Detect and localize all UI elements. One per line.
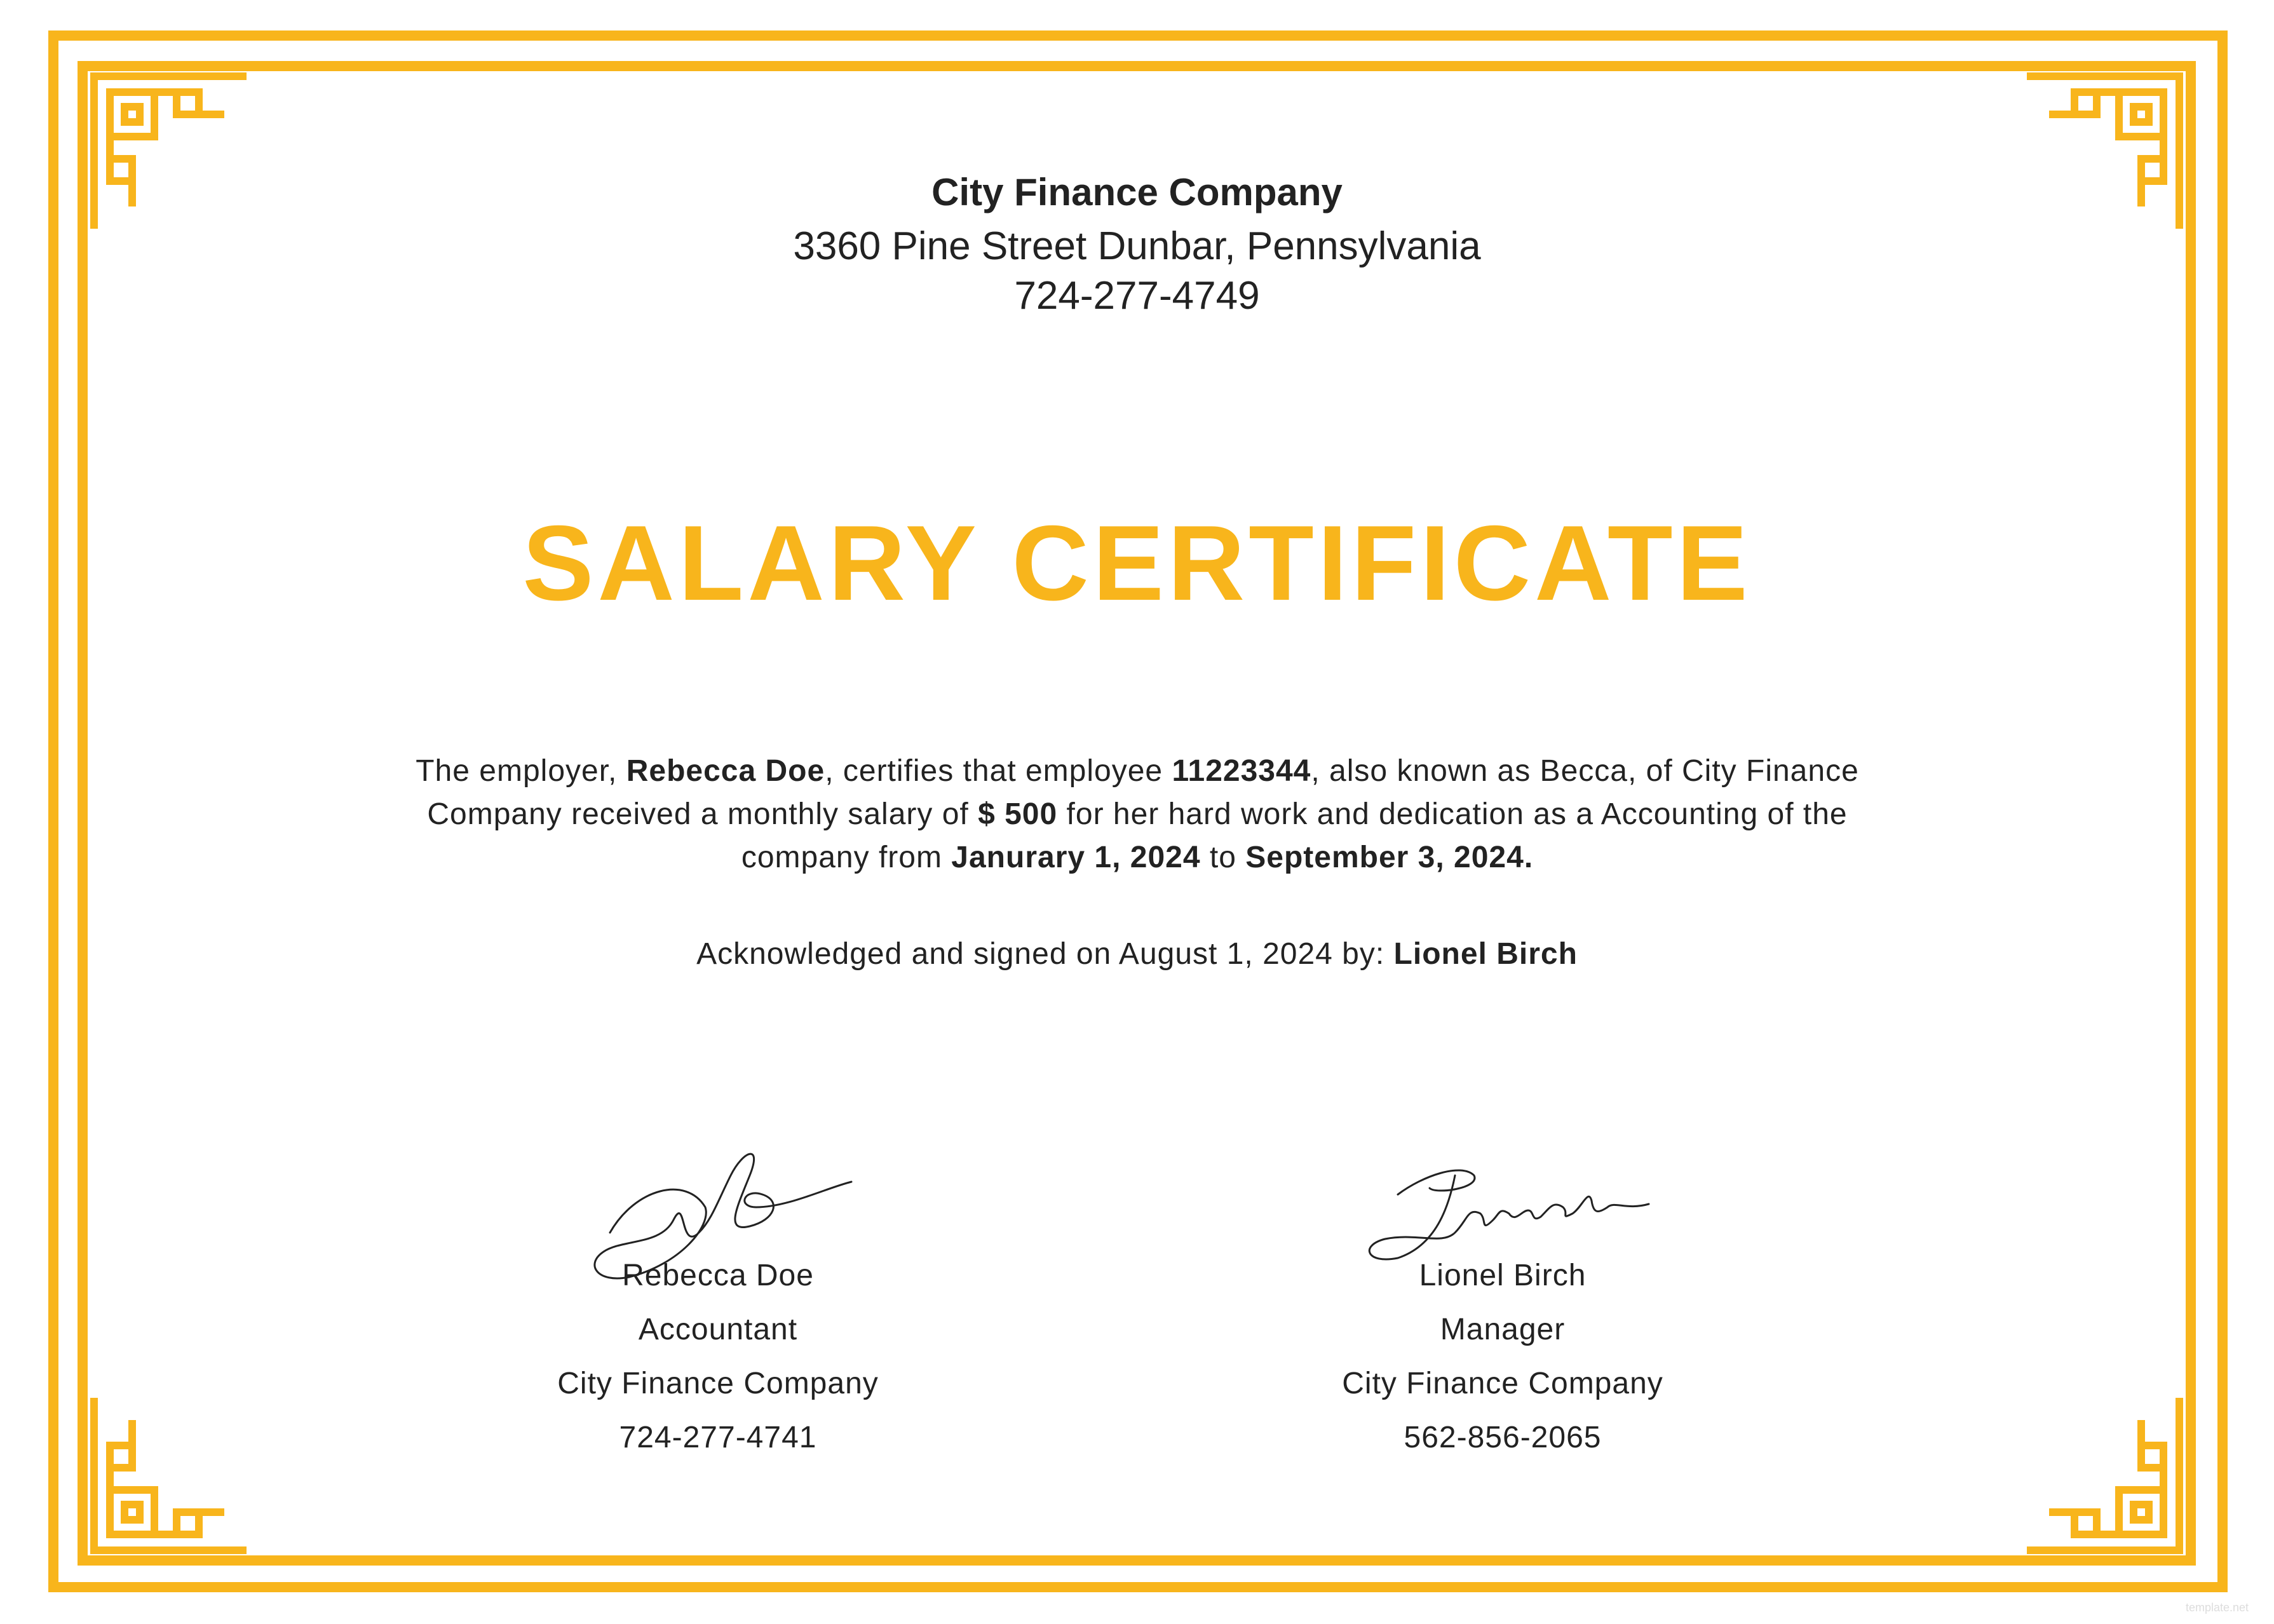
body-text-2: , certifies that employee xyxy=(825,754,1172,788)
signatory-company: City Finance Company xyxy=(557,1367,879,1400)
signatory-name: Lionel Birch xyxy=(1419,1259,1587,1292)
signatory-role: Manager xyxy=(1440,1313,1566,1346)
signatory-phone: 562-856-2065 xyxy=(1404,1421,1602,1454)
body-text-3: , also known as Becca, of City Finance Company received a monthly salary of xyxy=(427,754,1859,831)
signatory-role: Accountant xyxy=(638,1313,798,1346)
signatory-left xyxy=(464,1248,972,1465)
employee-id: 11223344 xyxy=(1172,754,1311,788)
signatory-name: Rebecca Doe xyxy=(622,1259,814,1292)
end-date: September 3, 2024. xyxy=(1245,841,1534,874)
company-name: City Finance Company xyxy=(931,171,1343,213)
employer-name: Rebecca Doe xyxy=(626,754,825,788)
acknowledgement xyxy=(0,937,2274,971)
signatory-right xyxy=(1249,1248,1757,1465)
body-text-1: The employer, xyxy=(416,754,626,788)
acknowledgement-text: Acknowledged and signed on August 1, 2024 by: xyxy=(696,937,1394,971)
company-phone: 724-277-4749 xyxy=(1014,274,1260,318)
certificate-title: SALARY CERTIFICATE xyxy=(522,503,1752,623)
watermark: template.net xyxy=(2186,1601,2249,1614)
salary-amount: $ 500 xyxy=(978,797,1058,831)
signatory-company: City Finance Company xyxy=(1342,1367,1663,1400)
corner-ornament-bottom-right xyxy=(2020,1391,2186,1557)
company-address: 3360 Pine Street Dunbar, Pennsylvania xyxy=(793,224,1481,268)
corner-ornament-bottom-left xyxy=(88,1391,253,1557)
start-date: Janurary 1, 2024 xyxy=(951,841,1201,874)
certificate-body xyxy=(369,750,1906,879)
body-text-4: for her hard work and dedication as a Accounting of the company from xyxy=(741,797,1848,874)
body-text-5: to xyxy=(1200,841,1246,874)
signatory-phone: 724-277-4741 xyxy=(619,1421,817,1454)
acknowledgement-signer: Lionel Birch xyxy=(1393,937,1578,971)
